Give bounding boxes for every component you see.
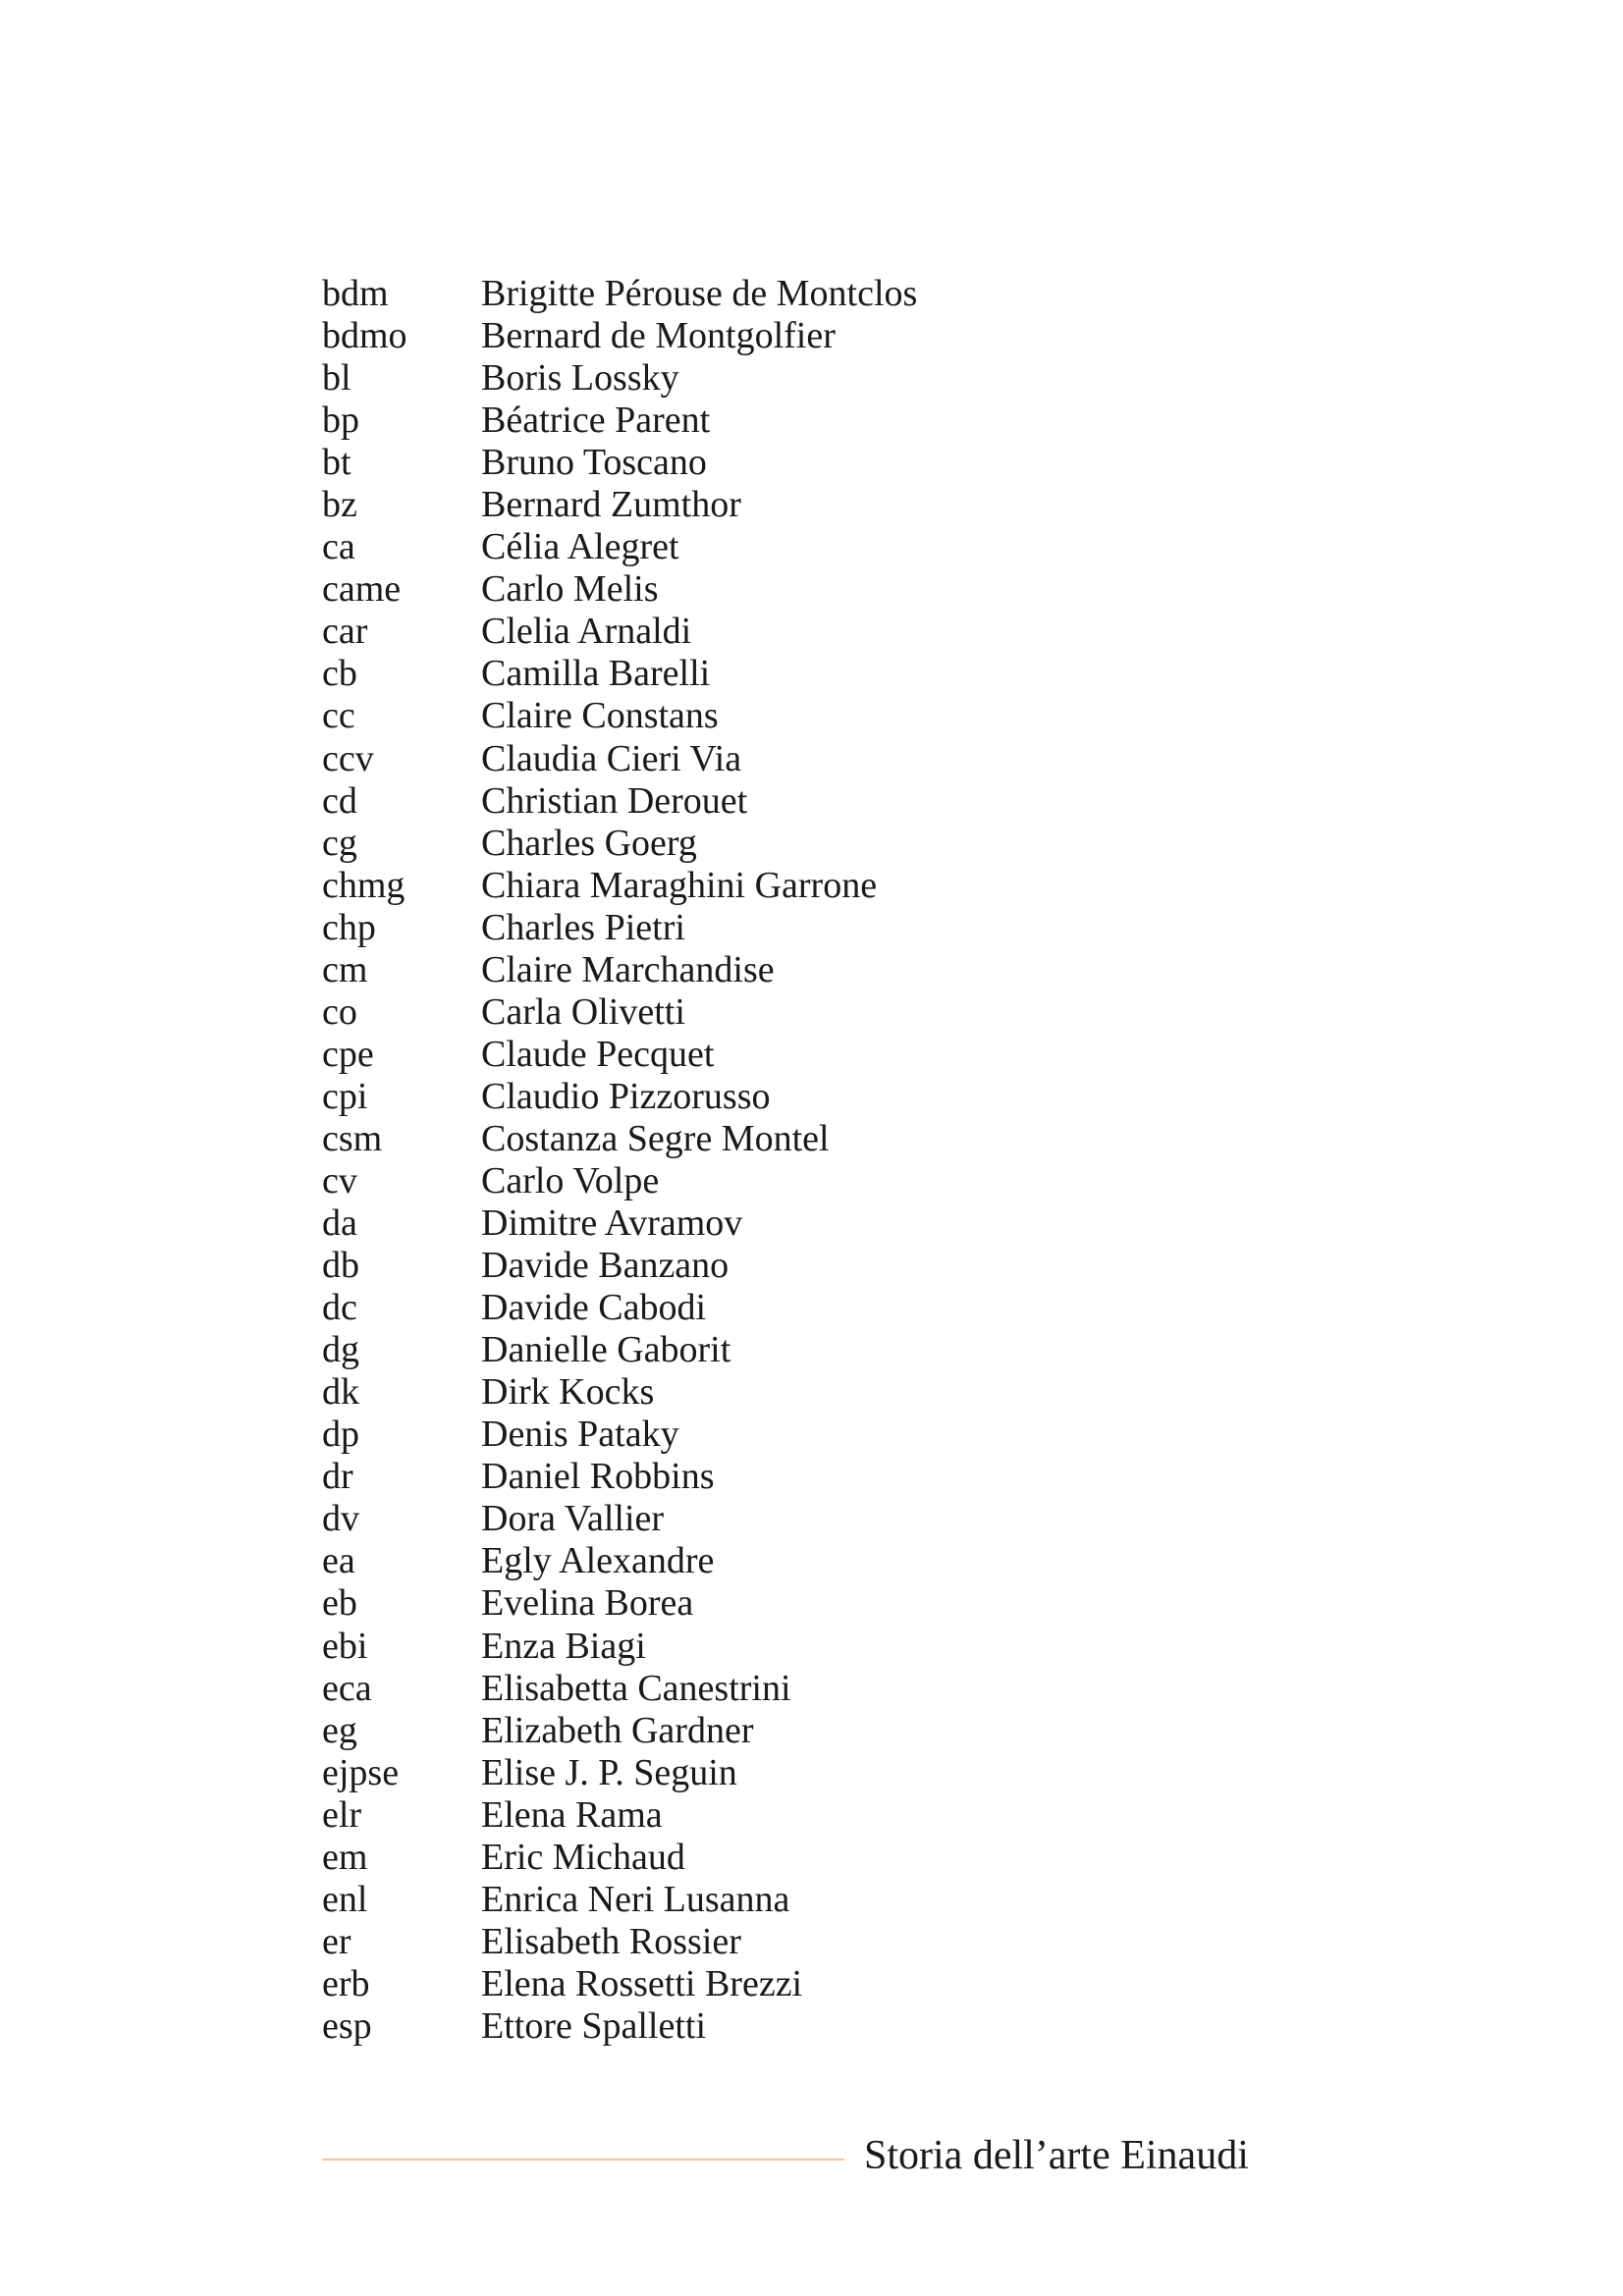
list-item: [322, 1118, 1068, 1160]
list-item: [322, 2005, 1068, 2048]
entry-contributor-name: Eric Michaud: [481, 1836, 685, 1878]
entry-abbreviation: esp: [322, 2004, 372, 2047]
list-item: [322, 1245, 1068, 1287]
list-item: [322, 315, 1068, 357]
entry-abbreviation: dv: [322, 1498, 359, 1540]
entry-contributor-name: Danielle Gaborit: [481, 1329, 731, 1371]
entry-abbreviation: came: [322, 568, 402, 611]
list-item: [322, 991, 1068, 1034]
entry-contributor-name: Boris Lossky: [481, 357, 679, 400]
entry-contributor-name: Elena Rossetti Brezzi: [481, 1962, 803, 2004]
list-item: [322, 1668, 1068, 1710]
entry-abbreviation: er: [322, 1920, 352, 1962]
entry-contributor-name: Claire Marchandise: [481, 948, 775, 990]
list-item: [322, 1034, 1068, 1076]
entry-contributor-name: Enrica Neri Lusanna: [481, 1878, 790, 1920]
entry-abbreviation: bl: [322, 357, 352, 400]
entry-abbreviation: erb: [322, 1962, 370, 2004]
entry-abbreviation: co: [322, 990, 357, 1033]
entry-contributor-name: Charles Goerg: [481, 822, 697, 864]
list-item: [322, 1752, 1068, 1794]
entry-contributor-name: Claudio Pizzorusso: [481, 1075, 771, 1117]
list-item: [322, 653, 1068, 695]
entry-contributor-name: Camilla Barelli: [481, 653, 711, 695]
entry-contributor-name: Christian Derouet: [481, 779, 748, 822]
list-item: [322, 1540, 1068, 1582]
entry-contributor-name: Bernard de Montgolfier: [481, 315, 836, 357]
entry-contributor-name: Brigitte Pérouse de Montclos: [481, 273, 918, 314]
entry-contributor-name: Claire Constans: [481, 695, 719, 737]
entry-abbreviation: dc: [322, 1287, 357, 1329]
entry-contributor-name: Elizabeth Gardner: [481, 1709, 754, 1751]
entry-abbreviation: bdm: [322, 273, 389, 314]
list-item: [322, 273, 1068, 315]
contributor-abbreviation-list: [322, 273, 1068, 2048]
entry-contributor-name: Dirk Kocks: [481, 1371, 655, 1414]
list-item: [322, 823, 1068, 865]
entry-abbreviation: car: [322, 611, 368, 653]
entry-abbreviation: ejpse: [322, 1751, 400, 1793]
entry-abbreviation: cv: [322, 1159, 357, 1201]
list-item: [322, 1414, 1068, 1456]
list-item: [322, 695, 1068, 737]
entry-contributor-name: Célia Alegret: [481, 526, 679, 568]
list-item: [322, 568, 1068, 611]
entry-abbreviation: cd: [322, 779, 357, 822]
entry-contributor-name: Elise J. P. Seguin: [481, 1751, 737, 1793]
entry-contributor-name: Egly Alexandre: [481, 1540, 715, 1582]
entry-abbreviation: cpi: [322, 1075, 368, 1117]
entry-abbreviation: bz: [322, 484, 357, 526]
list-item: [322, 1963, 1068, 2005]
list-item: [322, 1837, 1068, 1879]
entry-abbreviation: eb: [322, 1582, 357, 1625]
list-item: [322, 1626, 1068, 1668]
entry-abbreviation: chp: [322, 906, 376, 948]
entry-abbreviation: cg: [322, 822, 357, 864]
entry-abbreviation: em: [322, 1836, 368, 1878]
entry-contributor-name: Béatrice Parent: [481, 400, 711, 442]
list-item: [322, 1076, 1068, 1118]
list-item: [322, 1202, 1068, 1245]
entry-contributor-name: Denis Pataky: [481, 1414, 679, 1456]
entry-abbreviation: ccv: [322, 737, 374, 779]
list-item: [322, 865, 1068, 907]
entry-contributor-name: Evelina Borea: [481, 1582, 694, 1625]
entry-contributor-name: Ettore Spalletti: [481, 2004, 707, 2047]
entry-contributor-name: Elisabeth Rossier: [481, 1920, 741, 1962]
entry-contributor-name: Elisabetta Canestrini: [481, 1667, 791, 1709]
entry-abbreviation: da: [322, 1202, 357, 1245]
list-item: [322, 738, 1068, 780]
entry-abbreviation: chmg: [322, 864, 406, 906]
entry-contributor-name: Elena Rama: [481, 1793, 663, 1836]
entry-contributor-name: Charles Pietri: [481, 906, 685, 948]
entry-abbreviation: dr: [322, 1456, 353, 1498]
entry-contributor-name: Davide Banzano: [481, 1245, 730, 1287]
entry-abbreviation: bp: [322, 400, 359, 442]
entry-contributor-name: Bernard Zumthor: [481, 484, 741, 526]
entry-abbreviation: cm: [322, 948, 368, 990]
entry-contributor-name: Claudia Cieri Via: [481, 737, 742, 779]
entry-contributor-name: Claude Pecquet: [481, 1033, 715, 1075]
list-item: [322, 1160, 1068, 1202]
list-item: [322, 1329, 1068, 1371]
entry-abbreviation: ebi: [322, 1625, 368, 1667]
list-item: [322, 611, 1068, 653]
entry-contributor-name: Carlo Melis: [481, 568, 659, 611]
list-item: [322, 1710, 1068, 1752]
entry-contributor-name: Carlo Volpe: [481, 1159, 660, 1201]
entry-abbreviation: dg: [322, 1329, 359, 1371]
entry-contributor-name: Carla Olivetti: [481, 990, 685, 1033]
entry-contributor-name: Costanza Segre Montel: [481, 1117, 830, 1159]
list-item: [322, 526, 1068, 568]
entry-abbreviation: cc: [322, 695, 355, 737]
list-item: [322, 357, 1068, 400]
entry-contributor-name: Enza Biagi: [481, 1625, 646, 1667]
entry-contributor-name: Dimitre Avramov: [481, 1202, 743, 1245]
list-item: [322, 1287, 1068, 1329]
list-item: [322, 442, 1068, 484]
entry-abbreviation: ea: [322, 1540, 355, 1582]
footer-rule: [322, 2159, 844, 2161]
entry-contributor-name: Bruno Toscano: [481, 442, 707, 484]
entry-contributor-name: Daniel Robbins: [481, 1456, 715, 1498]
list-item: [322, 484, 1068, 526]
entry-contributor-name: Chiara Maraghini Garrone: [481, 864, 878, 906]
footer-title: Storia dell’arte Einaudi: [864, 2133, 1249, 2178]
list-item: [322, 1921, 1068, 1963]
entry-abbreviation: db: [322, 1245, 359, 1287]
entry-abbreviation: bt: [322, 442, 352, 484]
entry-abbreviation: dp: [322, 1414, 359, 1456]
list-item: [322, 1371, 1068, 1414]
list-item: [322, 400, 1068, 442]
list-item: [322, 780, 1068, 823]
list-item: [322, 1582, 1068, 1625]
list-item: [322, 1879, 1068, 1921]
list-item: [322, 949, 1068, 991]
entry-abbreviation: dk: [322, 1371, 359, 1414]
entry-contributor-name: Davide Cabodi: [481, 1287, 707, 1329]
entry-abbreviation: eg: [322, 1709, 357, 1751]
entry-abbreviation: enl: [322, 1878, 368, 1920]
entry-abbreviation: ca: [322, 526, 355, 568]
entry-contributor-name: Clelia Arnaldi: [481, 611, 692, 653]
entry-contributor-name: Dora Vallier: [481, 1498, 665, 1540]
entry-abbreviation: cb: [322, 653, 357, 695]
entry-abbreviation: bdmo: [322, 315, 407, 357]
list-item: [322, 1498, 1068, 1540]
entry-abbreviation: eca: [322, 1667, 372, 1709]
entry-abbreviation: elr: [322, 1793, 362, 1836]
list-item: [322, 1456, 1068, 1498]
list-item: [322, 1794, 1068, 1837]
entry-abbreviation: csm: [322, 1117, 383, 1159]
list-item: [322, 907, 1068, 949]
entry-abbreviation: cpe: [322, 1033, 374, 1075]
